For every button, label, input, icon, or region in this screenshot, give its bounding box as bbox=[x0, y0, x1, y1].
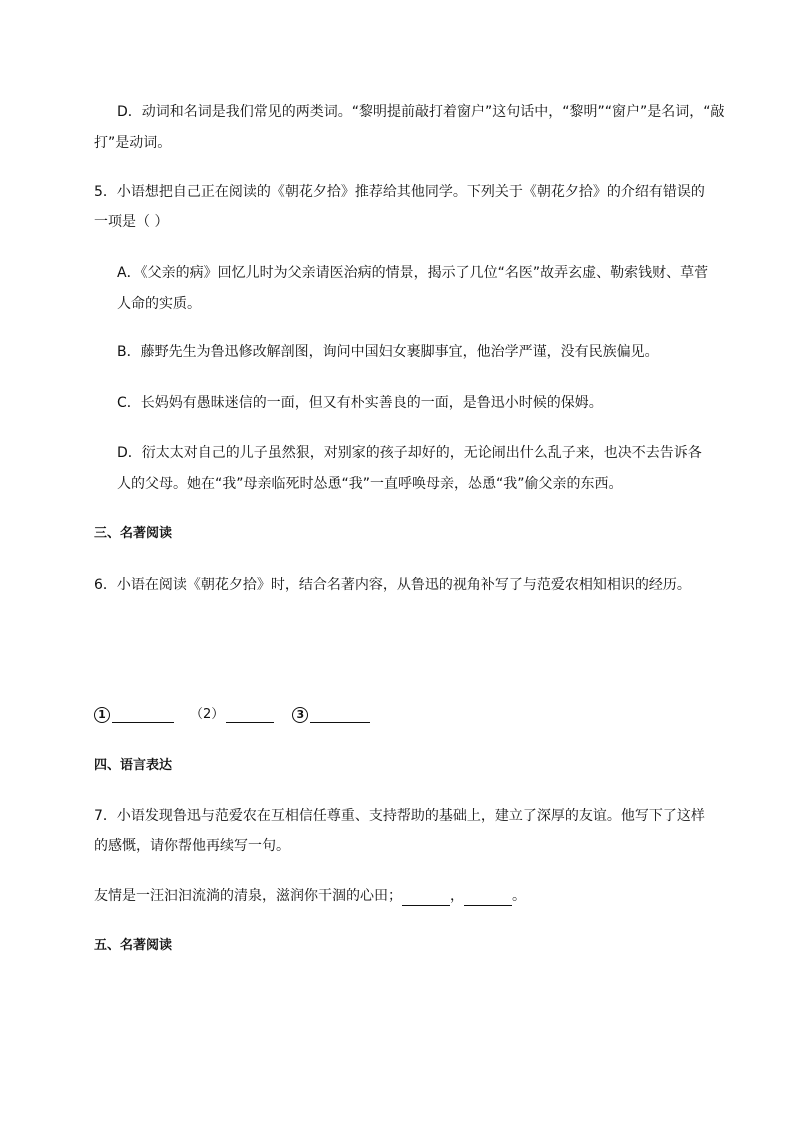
q7-end-mark: 。 bbox=[512, 888, 526, 904]
q7-stem-line1: 7．小语发现鲁迅与范爱农在互相信任尊重、支持帮助的基础上，建立了深厚的友谊。他写下了这样 bbox=[94, 808, 705, 824]
q5-option-d-line2: 人的父母。她在“我”母亲临死时怂恿“我”一直呼唤母亲，怂恿“我”偷父亲的东西。 bbox=[117, 476, 623, 492]
q4-option-d-line1: D．动词和名词是我们常见的两类词。“黎明提前敲打着窗户”这句话中，“黎明”“窗户”是名词，“敲 bbox=[117, 104, 725, 120]
q7-answer-blank-1[interactable] bbox=[402, 891, 450, 906]
q5-option-b: B．藤野先生为鲁迅修改解剖图，询问中国妇女裹脚事宜，他治学严谨，没有民族偏见。 bbox=[117, 344, 659, 360]
blank-marker-1: 1 bbox=[94, 707, 110, 723]
q5-option-a-line1: A．《父亲的病》回忆儿时为父亲请医治病的情景，揭示了几位“名医”故弄玄虚、勒索钱财、草菅 bbox=[117, 265, 709, 281]
q7-stem-line2: 的感慨，请你帮他再续写一句。 bbox=[94, 838, 290, 854]
answer-blank-1[interactable] bbox=[112, 708, 174, 723]
q7-sentence bbox=[94, 886, 526, 906]
q4-option-d-line2: 打”是动词。 bbox=[94, 135, 172, 151]
q5-option-d-line1: D．衍太太对自己的儿子虽然狠，对别家的孩子却好的，无论闹出什么乱子来，也决不去告诉各 bbox=[117, 445, 702, 461]
answer-blank-3[interactable] bbox=[310, 708, 370, 723]
q6-stem: 6．小语在阅读《朝花夕拾》时，结合名著内容，从鲁迅的视角补写了与范爱农相知相识的经历。 bbox=[94, 577, 691, 593]
q5-stem-line1: 5．小语想把自己正在阅读的《朝花夕拾》推荐给其他同学。下列关于《朝花夕拾》的介绍有错误的 bbox=[94, 184, 705, 200]
q6-answer-blanks bbox=[94, 705, 370, 725]
blank-marker-3: 3 bbox=[292, 707, 308, 723]
blank-marker-2: （2） bbox=[190, 707, 225, 722]
q7-sentence-text: 友情是一汪汩汩流淌的清泉，滋润你干涸的心田； bbox=[94, 888, 402, 904]
answer-blank-2[interactable] bbox=[226, 708, 274, 723]
q5-stem-line2: 一项是（ ） bbox=[94, 214, 169, 230]
section-3-heading: 三、名著阅读 bbox=[94, 526, 173, 541]
section-4-heading: 四、语言表达 bbox=[94, 758, 173, 773]
q7-separator: ， bbox=[450, 888, 464, 904]
q5-option-c: C．长妈妈有愚昧迷信的一面，但又有朴实善良的一面，是鲁迅小时候的保姆。 bbox=[117, 395, 603, 411]
section-5-heading: 五、名著阅读 bbox=[94, 938, 173, 953]
q7-answer-blank-2[interactable] bbox=[464, 891, 512, 906]
q5-option-a-line2: 人命的实质。 bbox=[117, 296, 201, 312]
